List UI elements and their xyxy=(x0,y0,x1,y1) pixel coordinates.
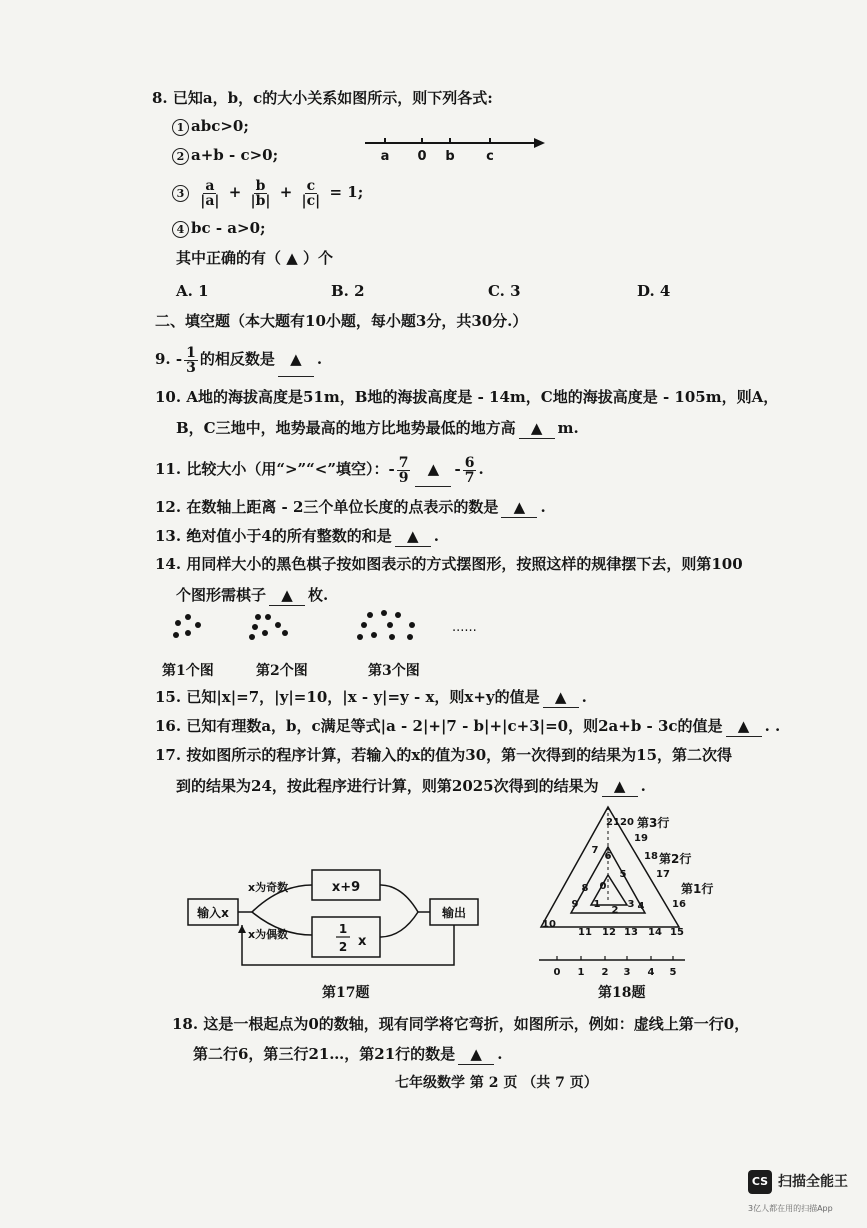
outer-number: 15 xyxy=(670,927,684,938)
circle-number-2: 2 xyxy=(172,148,189,165)
circle-number-1: 1 xyxy=(172,119,189,136)
outer-number: 10 xyxy=(542,919,556,930)
q15: 15. 已知|x|=7，|y|=10，|x - y|=y - x，则x+y的值是 ▲ . xyxy=(155,688,587,706)
pattern-3 xyxy=(357,610,415,640)
outer-number: 19 xyxy=(634,833,648,844)
outer-number: 11 xyxy=(578,927,592,938)
outer-number: 14 xyxy=(648,927,662,938)
q17-answer-blank[interactable]: ▲ xyxy=(602,776,638,797)
row-label-2: 第2行 xyxy=(659,852,692,866)
q14-line-2: 个图形需棋子 ▲ 枚. xyxy=(176,586,329,604)
scanner-tagline: 3亿人都在用的扫描App xyxy=(748,1204,833,1213)
q13: 13. 绝对值小于4的所有整数的和是 ▲ . xyxy=(155,527,439,545)
q18-answer-blank[interactable]: ▲ xyxy=(458,1044,494,1065)
axis-number: 1 xyxy=(577,967,585,978)
q10-line-1: 10. A地的海拔高度是51m，B地的海拔高度是 - 14m，C地的海拔高度是 - 105m，则A， xyxy=(155,388,779,406)
outer-number: 20 xyxy=(620,817,634,828)
inner-number: 0 xyxy=(599,881,607,892)
arrow-icon xyxy=(238,925,246,933)
fraction-seven-ninths: $\frac{7}{9}$ xyxy=(398,454,409,486)
q8-option-3-tail: = 1; xyxy=(329,183,364,201)
fraction-a: $\frac{a}{|a|}$ xyxy=(200,177,220,209)
q14-answer-blank[interactable]: ▲ xyxy=(269,585,305,606)
circle-number-3: 3 xyxy=(172,185,189,202)
q8-choice-a[interactable]: A. 1 xyxy=(176,282,209,300)
q14-caption-1: 第1个图 xyxy=(162,663,214,679)
outer-number: 12 xyxy=(602,927,616,938)
q8-option-1 xyxy=(172,116,249,136)
q8-number-line xyxy=(360,128,550,168)
q16: 16. 已知有理数a，b，c满足等式|a - 2|+|7 - b|+|c+3|=0，则2a+b - 3c的值是 ▲ . . xyxy=(155,717,781,735)
q15-answer-blank[interactable]: ▲ xyxy=(543,687,579,708)
pattern-2 xyxy=(249,614,288,640)
inner-number: 1 xyxy=(593,899,601,910)
q18-caption: 第18题 xyxy=(598,985,646,1001)
fraction-six-sevenths: $\frac{6}{7}$ xyxy=(464,454,475,486)
q14-line-1: 14. 用同样大小的黑色棋子按如图表示的方式摆图形，按照这样的规律摆下去，则第100 xyxy=(155,555,743,573)
inner-number: 2 xyxy=(611,905,619,916)
middle-number: 5 xyxy=(619,869,627,880)
section-2-title: 二、填空题（本大题有10小题，每小题3分，共30分.） xyxy=(155,312,528,330)
axis-label-0: 0 xyxy=(417,149,427,164)
q18-bent-number-line xyxy=(535,795,725,980)
q12-answer-blank[interactable]: ▲ xyxy=(501,497,537,518)
q14-caption-3: 第3个图 xyxy=(368,663,420,679)
q8-stem: 8. 已知a，b，c的大小关系如图所示，则下列各式: xyxy=(152,89,493,107)
scanner-name: 扫描全能王 xyxy=(778,1174,848,1190)
q9: 9. - $\frac{1}{3}$ 的相反数是 ▲ . xyxy=(155,342,322,377)
odd-condition: x为奇数 xyxy=(248,881,289,894)
axis-number: 4 xyxy=(647,967,655,978)
output-label: 输出 xyxy=(441,906,467,920)
q10-line-2: B，C三地中，地势最高的地方比地势最低的地方高 ▲ m. xyxy=(176,419,579,437)
axis-number: 5 xyxy=(669,967,677,978)
q8-option-1-text: abc>0; xyxy=(191,117,249,135)
q8-prompt: 其中正确的有（ ▲ ）个 xyxy=(176,249,333,267)
middle-number: 4 xyxy=(637,901,645,912)
middle-number: 7 xyxy=(591,845,599,856)
q8-option-4-text: bc - a>0; xyxy=(191,219,266,237)
q18-line-2: 第二行6，第三行21…，第21行的数是 ▲ . xyxy=(193,1045,503,1063)
camscanner-logo-icon: CS xyxy=(748,1170,772,1194)
even-op-num: 1 xyxy=(338,922,348,936)
axis-number: 3 xyxy=(623,967,631,978)
q14-caption-2: 第2个图 xyxy=(256,663,308,679)
input-label: 输入x xyxy=(197,906,229,920)
pattern-1 xyxy=(173,614,201,638)
row-label-3: 第3行 xyxy=(637,816,670,830)
axis-number: 2 xyxy=(601,967,609,978)
fraction-one-third: $\frac{1}{3}$ xyxy=(186,344,196,376)
more-dots: ...... xyxy=(452,620,477,635)
middle-number: 8 xyxy=(581,883,589,894)
q8-option-2-text: a+b - c>0; xyxy=(191,146,279,164)
q8-choice-c[interactable]: C. 3 xyxy=(488,282,521,300)
outer-number: 21 xyxy=(606,817,620,828)
arrow-icon xyxy=(534,138,545,148)
fraction-b: $\frac{b}{|b|}$ xyxy=(250,177,271,209)
q12: 12. 在数轴上距离 - 2三个单位长度的点表示的数是 ▲ . xyxy=(155,498,546,516)
even-op-var: x xyxy=(358,934,367,949)
row-label-1: 第1行 xyxy=(681,882,714,896)
q11-answer-blank[interactable]: ▲ xyxy=(415,452,451,487)
q11: 11. 比较大小（用“>”“<”填空）：- $\frac{7}{9}$ ▲ - $\frac{6}{7}$ . xyxy=(155,452,484,487)
inner-number: 3 xyxy=(627,899,635,910)
q13-answer-blank[interactable]: ▲ xyxy=(395,526,431,547)
q17-caption: 第17题 xyxy=(322,985,370,1001)
axis-label-a: a xyxy=(380,149,390,164)
q16-answer-blank[interactable]: ▲ xyxy=(726,716,762,737)
q17-line-1: 17. 按如图所示的程序计算，若输入的x的值为30，第一次得到的结果为15，第二次得 xyxy=(155,746,733,764)
outer-number: 18 xyxy=(644,851,658,862)
q8-choice-b[interactable]: B. 2 xyxy=(331,282,365,300)
q8-option-4 xyxy=(172,218,266,238)
q17-flowchart xyxy=(180,855,500,975)
outer-number: 13 xyxy=(624,927,638,938)
q14-dot-patterns xyxy=(160,605,500,650)
outer-number: 16 xyxy=(672,899,686,910)
fraction-c: $\frac{c}{|c|}$ xyxy=(301,177,321,209)
q8-option-2 xyxy=(172,145,278,165)
circle-number-4: 4 xyxy=(172,221,189,238)
page-footer: 七年级数学 第 2 页 （共 7 页） xyxy=(395,1075,598,1091)
axis-label-b: b xyxy=(445,149,455,164)
q9-answer-blank[interactable]: ▲ xyxy=(278,342,314,377)
even-op-den: 2 xyxy=(338,940,348,954)
q10-answer-blank[interactable]: ▲ xyxy=(519,418,555,439)
q8-choice-d[interactable]: D. 4 xyxy=(637,282,671,300)
even-condition: x为偶数 xyxy=(248,928,289,941)
middle-number: 9 xyxy=(571,899,579,910)
q17-line-2: 到的结果为24，按此程序进行计算，则第2025次得到的结果为 ▲ . xyxy=(176,777,646,795)
odd-operation: x+9 xyxy=(331,880,361,895)
axis-label-c: c xyxy=(486,149,494,164)
middle-number: 6 xyxy=(604,851,612,862)
q18-line-1: 18. 这是一根起点为0的数轴，现有同学将它弯折，如图所示，例如：虚线上第一行0， xyxy=(172,1015,750,1033)
outer-number: 17 xyxy=(656,869,670,880)
q8-option-3: 3 $\frac{a}{|a|}$ + $\frac{b}{|b|}$ + $\frac{c}{|c|}$ = 1; xyxy=(172,175,363,209)
axis-number: 0 xyxy=(553,967,561,978)
